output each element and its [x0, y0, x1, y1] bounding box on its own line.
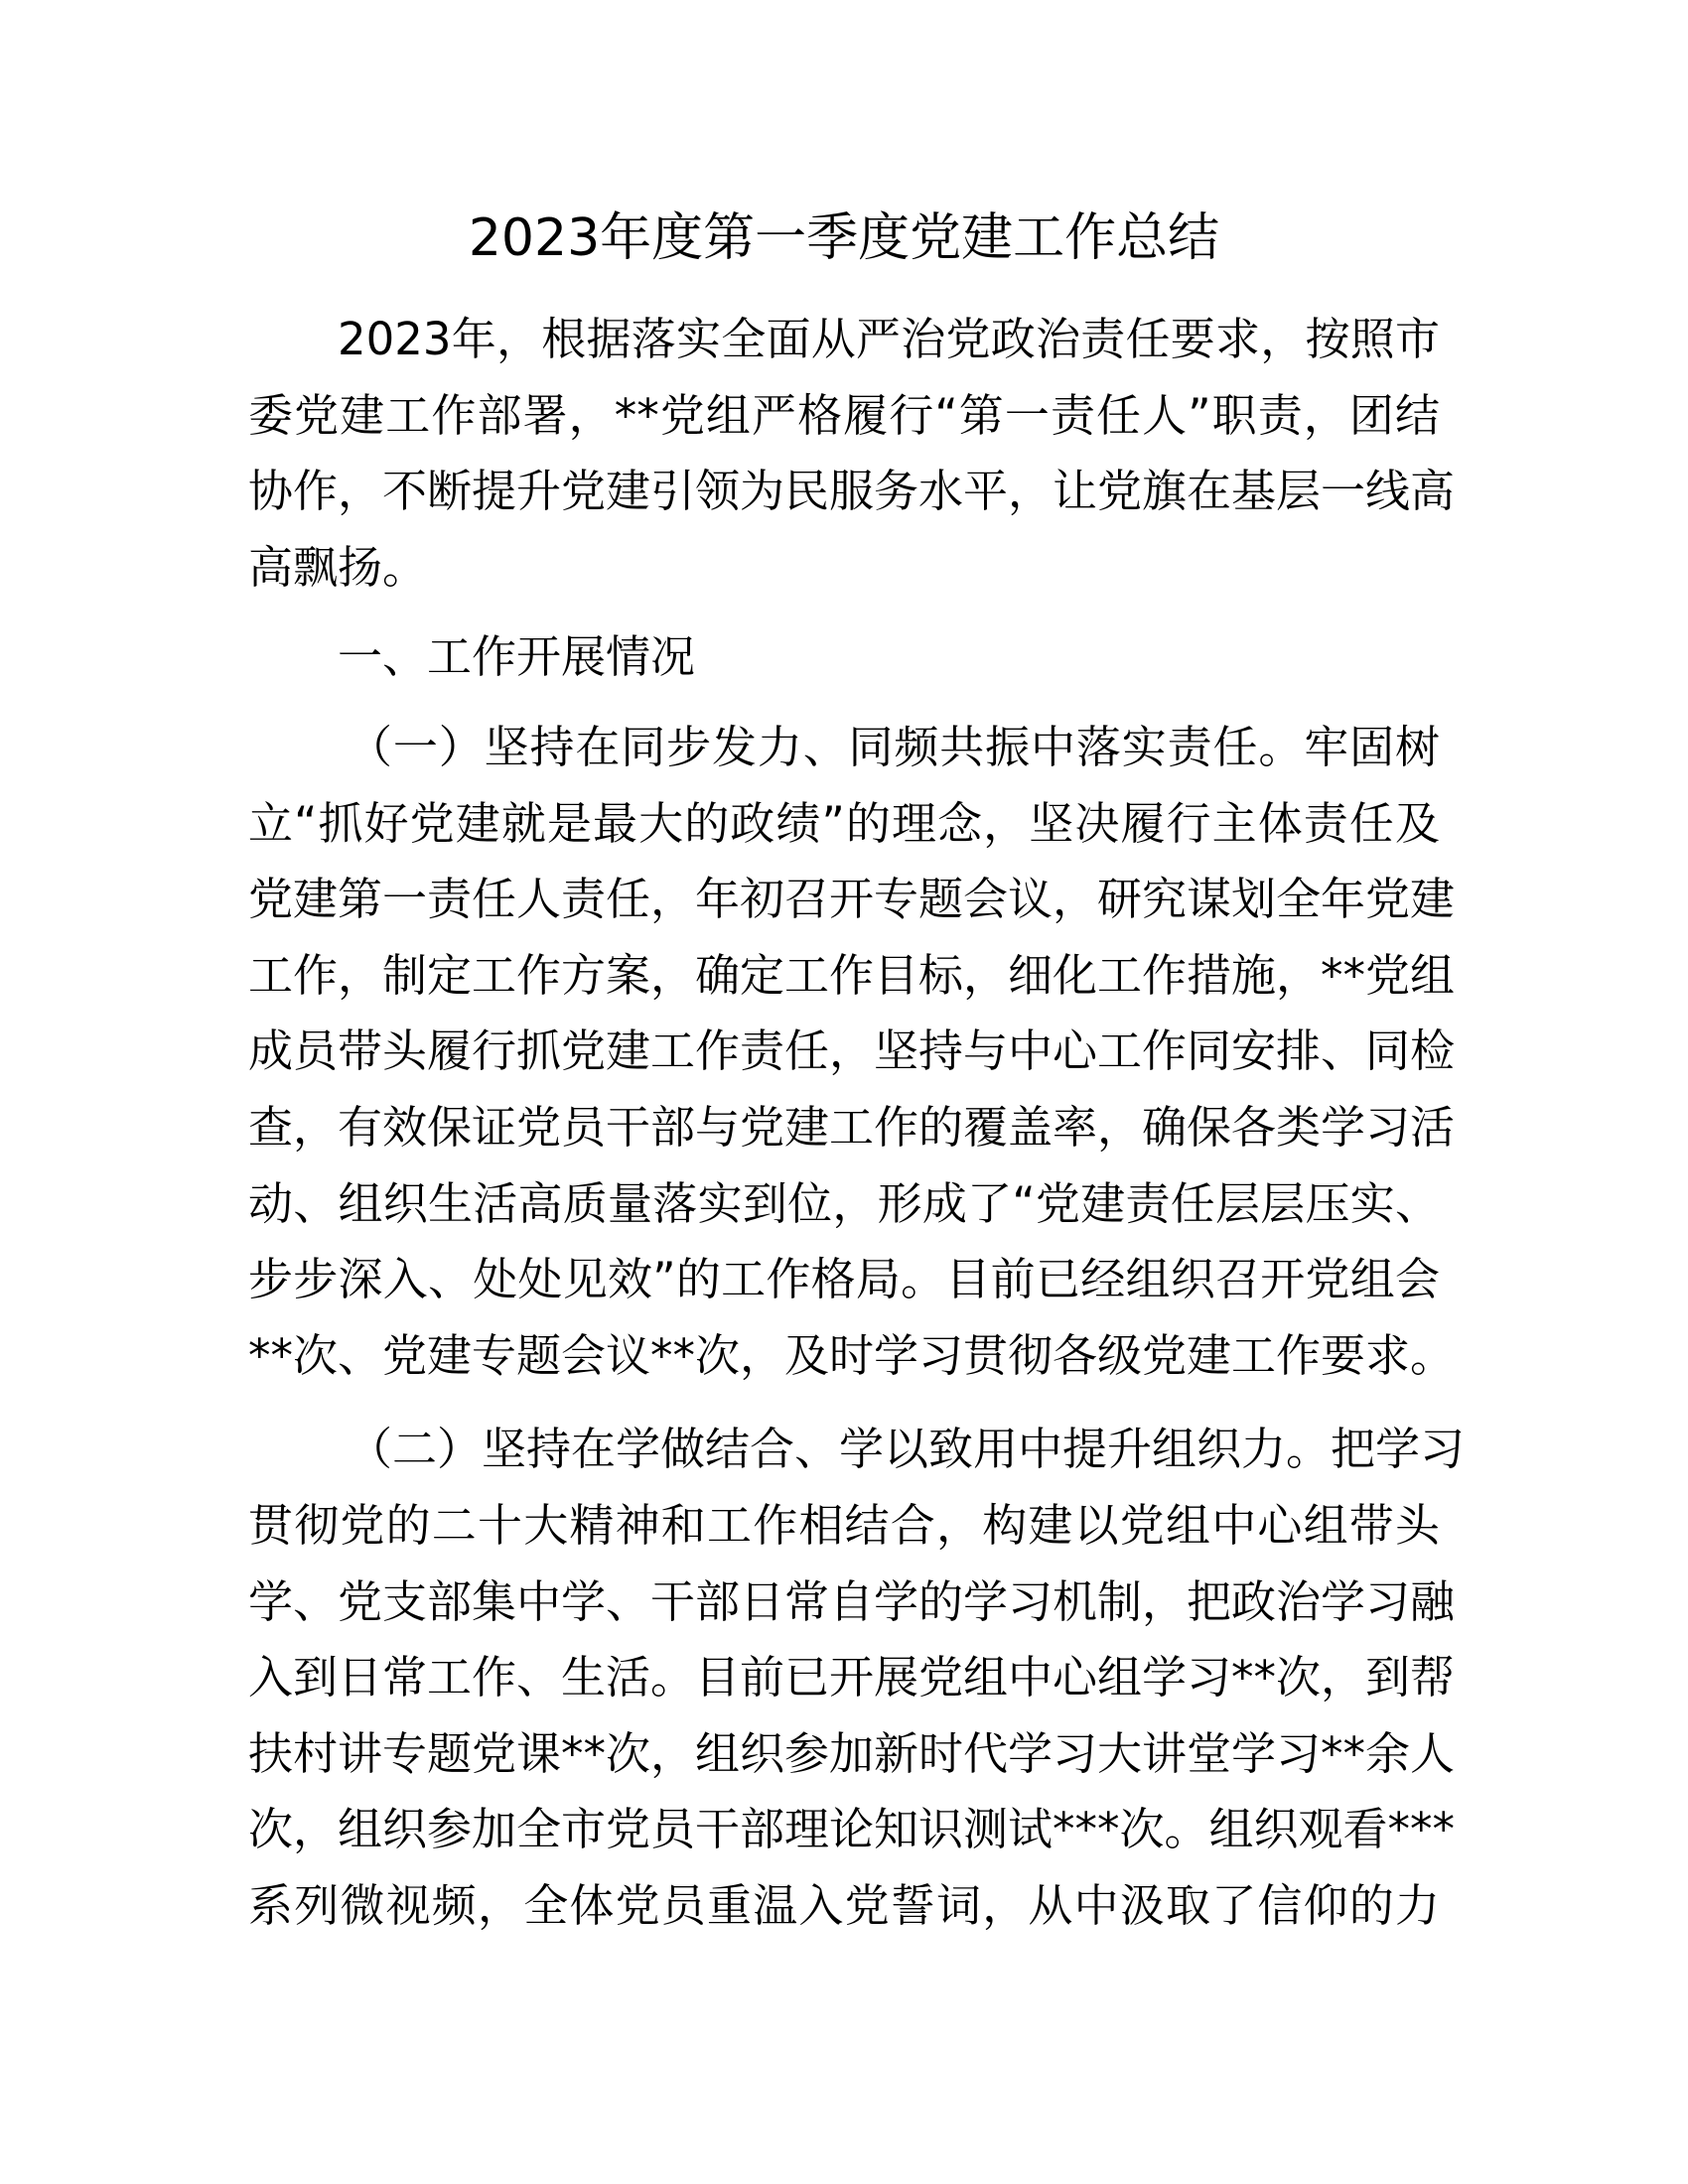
- text-line: （二）坚持在学做结合、学以致用中提升组织力。把学习: [348, 1423, 1466, 1476]
- text-line: （一）坚持在同步发力、同频共振中落实责任。牢固树: [348, 720, 1440, 773]
- text-line: 2023年，根据落实全面从严治党政治责任要求，按照市: [338, 313, 1440, 365]
- text-line: 入到日常工作、生活。目前已开展党组中心组学习**次，到帮: [248, 1651, 1456, 1705]
- text-line: 工作，制定工作方案，确定工作目标，细化工作措施，**党组: [248, 948, 1456, 1002]
- section-paragraph-2: [248, 1412, 1466, 1944]
- document-title: 2023年度第一季度党建工作总结: [468, 208, 1220, 268]
- text-line: 立“抓好党建就是最大的政绩”的理念，坚决履行主体责任及: [248, 796, 1440, 850]
- text-line: 动、组织生活高质量落实到位，形成了“党建责任层层压实、: [248, 1176, 1440, 1230]
- text-line: **次、党建专题会议**次，及时学习贯彻各级党建工作要求。: [248, 1328, 1456, 1382]
- text-line: 协作，不断提升党建引领为民服务水平，让党旗在基层一线高: [248, 465, 1456, 518]
- section-paragraph-1: [248, 710, 1456, 1394]
- text-line: 成员带头履行抓党建工作责任，坚持与中心工作同安排、同检: [248, 1024, 1456, 1078]
- text-line: 次，组织参加全市党员干部理论知识测试***次。组织观看***: [248, 1803, 1456, 1856]
- text-line: 步步深入、处处见效”的工作格局。目前已经组织召开党组会: [248, 1253, 1440, 1306]
- intro-paragraph: [248, 302, 1456, 606]
- text-line: 学、党支部集中学、干部日常自学的学习机制，把政治学习融: [248, 1574, 1456, 1628]
- text-line: 委党建工作部署，**党组严格履行“第一责任人”职责，团结: [248, 388, 1440, 442]
- section-heading: [248, 619, 1440, 696]
- heading-line: 一、工作开展情况: [338, 630, 696, 684]
- text-line: 高飘扬。: [248, 540, 428, 594]
- text-line: 扶村讲专题党课**次，组织参加新时代学习大讲堂学习**余人: [248, 1726, 1456, 1780]
- text-line: 系列微视频，全体党员重温入党誓词，从中汲取了信仰的力: [248, 1878, 1440, 1932]
- text-line: 贯彻党的二十大精神和工作相结合，构建以党组中心组带头: [248, 1498, 1440, 1552]
- text-line: 查，有效保证党员干部与党建工作的覆盖率，确保各类学习活: [248, 1100, 1456, 1154]
- document-body: [248, 302, 1466, 1944]
- text-line: 党建第一责任人责任，年初召开专题会议，研究谋划全年党建: [248, 873, 1456, 926]
